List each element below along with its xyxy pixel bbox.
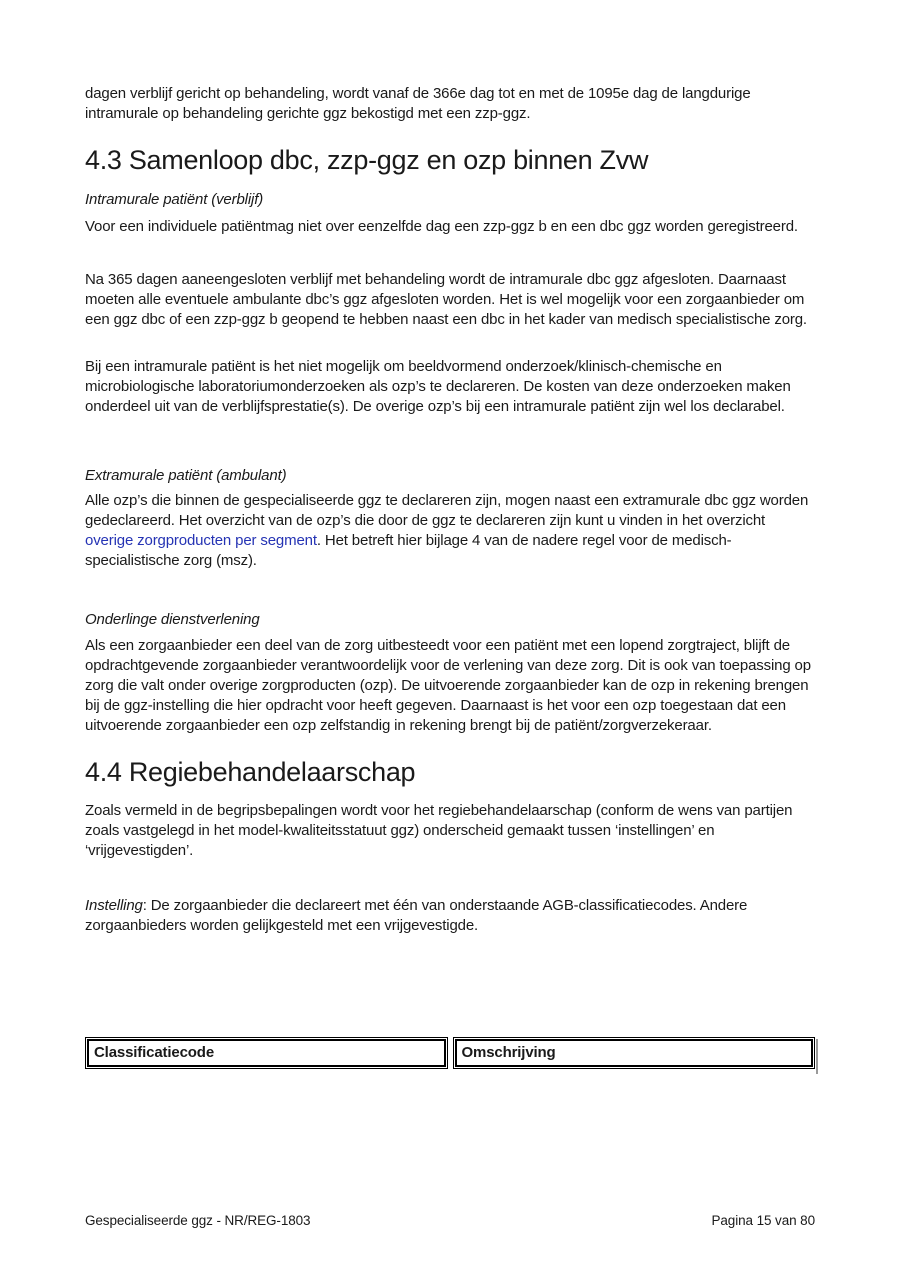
paragraph-intramural-3: Bij een intramurale patiënt is het niet mogelijk om beeldvormend onderzoek/klinisch-chemische en microbiologische laboratoriumonderzoeken als ozp’s te declareren. De kosten van deze onderzoeken maken onderdeel uit van de verblijfsprestatie(s). De overige ozp’s bij een intramurale patiënt zijn wel los declarabel. — [85, 358, 791, 415]
paragraph-onderlinge-dienstverlening: Als een zorgaanbieder een deel van de zorg uitbesteedt voor een patiënt met een lopend zorgtraject, blijft de opdrachtgevende zorgaanbieder verantwoordelijk voor de verlening van deze zorg. Dit is ook van toepassing op zorg die valt onder overige zorgproducten (ozp). De uitvoerende zorgaanbieder kan de ozp in rekening brengen bij de ggz-instelling die hier opdracht voor heeft gegeven. Daarnaast is het voor een ozp toegestaan dat een uitvoerende zorgaanbieder een ozp zelfstandig in rekening brengt bij de patiënt/zorgverzekeraar. — [85, 637, 811, 734]
subheading-extramurale-patient: Extramurale patiënt (ambulant) — [85, 467, 287, 484]
page-footer — [85, 1212, 815, 1229]
paragraph-regiebehandelaarschap: Zoals vermeld in de begripsbepalingen wordt voor het regiebehandelaarschap (conform de wens van partijen zoals vastgelegd in het model-kwaliteitsstatuut ggz) onderscheid gemaakt tussen ‘instellingen’ en ‘vrijgevestigden’. — [85, 802, 793, 859]
footer-page-number: Pagina 15 van 80 — [711, 1213, 815, 1228]
subheading-intramurale-patient: Intramurale patiënt (verblijf) — [85, 191, 264, 208]
paragraph-intramural-1: Voor een individuele patiëntmag niet over eenzelfde dag een zzp-ggz b en een dbc ggz worden geregistreerd. — [85, 218, 798, 235]
classification-table — [85, 1037, 815, 1069]
section-4-3-title: 4.3 Samenloop dbc, zzp-ggz en ozp binnen Zvw — [85, 145, 649, 175]
table-header-omschrijving: Omschrijving — [455, 1039, 814, 1067]
paragraph-instelling-lead: Instelling — [85, 897, 143, 914]
paragraph-intramural-2: Na 365 dagen aaneengesloten verblijf met behandeling wordt de intramurale dbc ggz afgesloten. Daarnaast moeten alle eventuele ambulante dbc’s ggz afgesloten worden. Het is wel mogelijk voor een zorgaanbieder om een ggz dbc of een zzp-ggz b geopend te hebben naast een dbc in het kader van medisch specialistische zorg. — [85, 271, 807, 328]
paragraph-extramural-after-link: . Het betreft hier bijlage 4 van de nadere regel voor de medisch-specialistische zorg (msz). — [85, 532, 732, 569]
paragraph-extramural-before-link: Alle ozp’s die binnen de gespecialiseerde ggz te declareren zijn, mogen naast een extramurale dbc ggz worden gedeclareerd. Het overzicht van de ozp’s die door de ggz te declareren zijn kunt u vinden in het overzicht — [85, 492, 809, 529]
intro-paragraph: dagen verblijf gericht op behandeling, wordt vanaf de 366e dag tot en met de 1095e dag de langdurige intramurale op behandeling gerichte ggz bekostigd met een zzp-ggz. — [85, 85, 751, 122]
subheading-onderlinge-dienstverlening: Onderlinge dienstverlening — [85, 611, 260, 628]
paragraph-instelling — [85, 896, 815, 936]
table-header-cell-omschrijving — [453, 1037, 816, 1069]
table-header-classificatiecode: Classificatiecode — [87, 1039, 446, 1067]
paragraph-instelling-rest: : De zorgaanbieder die declareert met één van onderstaande AGB-classificatiecodes. Andere zorgaanbieders worden gelijkgesteld met een vrijgevestigde. — [85, 897, 748, 934]
footer-document-reference: Gespecialiseerde ggz - NR/REG-1803 — [85, 1213, 311, 1228]
section-4-4-title: 4.4 Regiebehandelaarschap — [85, 757, 416, 787]
table-header-cell-classificatiecode — [85, 1037, 448, 1069]
paragraph-extramural — [85, 491, 815, 571]
link-overige-zorgproducten-per-segment[interactable]: overige zorgproducten per segment — [85, 532, 317, 549]
